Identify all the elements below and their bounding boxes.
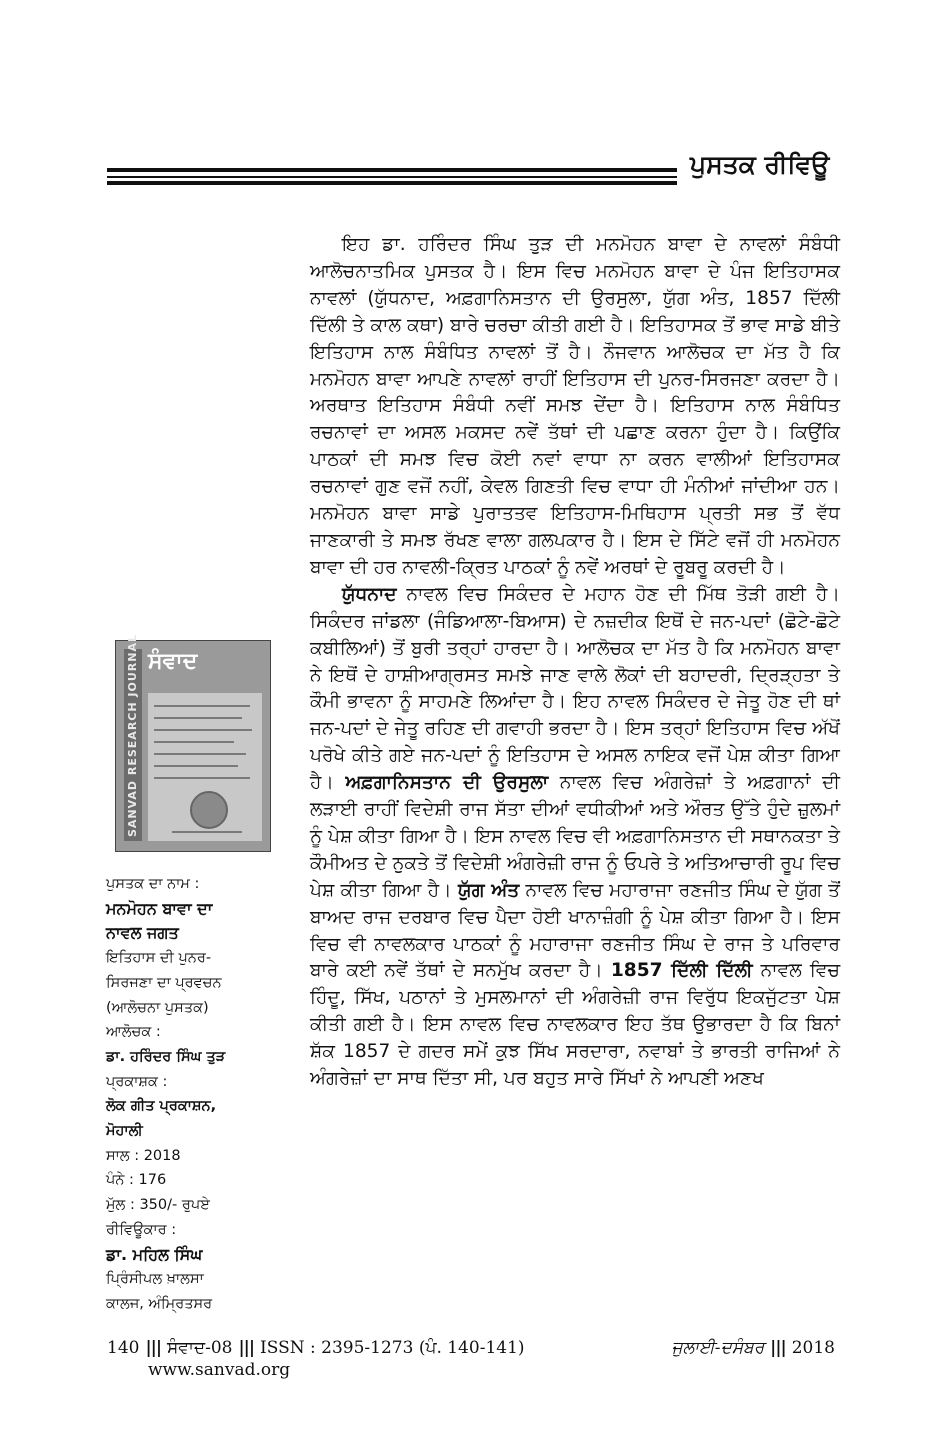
header-rule-middle bbox=[107, 176, 677, 178]
cover-line bbox=[154, 729, 252, 731]
publisher-name: ਮੋਹਾਲੀ bbox=[106, 1123, 143, 1140]
paragraph-intro: ਇਹ ਡਾ. ਹਰਿੰਦਰ ਸਿੰਘ ਤੁੜ ਦੀ ਮਨਮੋਹਨ ਬਾਵਾ ਦੇ ਨਾਵਲਾਂ ਸੰਬੰਧੀ ਆਲੋਚਨਾਤਮਿਕ ਪੁਸਤਕ ਹੈ। ਇਸ ਵਿਚ ਮਨਮੋਹਨ ਬਾਵਾ ਦੇ ਪੰਜ ਇਤਿਹਾਸਕ ਨਾਵਲਾਂ (ਯੁੱਧਨਾਦ, ਅਫ਼ਗਾਨਿਸਤਾਨ ਦੀ ਉਰਸੁਲਾ, ਯੁੱਗ ਅੰਤ, 1857 ਦਿੱਲੀ ਦਿੱਲੀ ਤੇ ਕਾਲ ਕਥਾ) ਬਾਰੇ ਚਰਚਾ ਕੀਤੀ ਗਈ ਹੈ। ਇਤਿਹਾਸਕ ਤੋਂ ਭਾਵ ਸਾਡੇ ਬੀਤੇ ਇਤਿਹਾਸ ਨਾਲ ਸੰਬੰਧਿਤ ਨਾਵਲਾਂ ਤੋਂ ਹੈ। ਨੌਜਵਾਨ ਆਲੋਚਕ ਦਾ ਮੱਤ ਹੈ ਕਿ ਮਨਮੋਹਨ ਬਾਵਾ ਆਪਣੇ ਨਾਵਲਾਂ ਰਾਹੀਂ ਇਤਿਹਾਸ ਦੀ ਪੁਨਰ-ਸਿਰਜਣਾ ਕਰਦਾ ਹੈ। ਅਰਥਾਤ ਇਤਿਹਾਸ ਸੰਬੰਧੀ ਨਵੀਂ ਸਮਝ ਦੇਂਦਾ ਹੈ। ਇਤਿਹਾਸ ਨਾਲ ਸੰਬੰਧਿਤ ਰਚਨਾਵਾਂ ਦਾ ਅਸਲ ਮਕਸਦ ਨਵੇਂ ਤੱਥਾਂ ਦੀ ਪਛਾਣ ਕਰਨਾ ਹੁੰਦਾ ਹੈ। ਕਿਉਂਕਿ ਪਾਠਕਾਂ ਦੀ ਸਮਝ ਵਿਚ ਕੋਈ ਨਵਾਂ ਵਾਧਾ ਨਾ ਕਰਨ ਵਾਲੀਆਂ ਇਤਿਹਾਸਕ ਰਚਨਾਵਾਂ ਗੁਣ ਵਜੋਂ ਨਹੀਂ, ਕੇਵਲ ਗਿਣਤੀ ਵਿਚ ਵਾਧਾ ਹੀ ਮੰਨੀਆਂ ਜਾਂਦੀਆ ਹਨ। ਮਨਮੋਹਨ ਬਾਵਾ ਸਾਡੇ ਪੁਰਾਤਤਵ ਇਤਿਹਾਸ-ਮਿਥਿਹਾਸ ਪ੍ਰਤੀ ਸਭ ਤੋਂ ਵੱਧ ਜਾਣਕਾਰੀ ਤੇ ਸਮਝ ਰੱਖਣ ਵਾਲਾ ਗਲਪਕਾਰ ਹੈ। ਇਸ ਦੇ ਸਿੱਟੇ ਵਜੋਂ ਹੀ ਮਨਮੋਹਨ ਬਾਵਾ ਦੀ ਹਰ ਨਾਵਲੀ-ਕ੍ਰਿਤ ਪਾਠਕਾਂ ਨੂੰ ਨਵੇਂ ਅਰਥਾਂ ਦੇ ਰੂਬਰੂ ਕਰਦੀ ਹੈ। bbox=[310, 234, 840, 578]
page-number: 140 bbox=[107, 1338, 140, 1358]
cover-line bbox=[154, 741, 234, 743]
issn: ISSN : 2395-1273 (ਪੰ. 140-141) bbox=[260, 1338, 525, 1358]
separator-icon: ||| bbox=[238, 1338, 255, 1358]
paragraph-text: ਨਾਵਲ ਵਿਚ ਅੰਗਰੇਜ਼ਾਂ ਤੇ ਅਫ਼ਗਾਨਾਂ ਦੀ ਲੜਾਈ ਰਾਹੀਂ ਵਿਦੇਸ਼ੀ ਰਾਜ ਸੱਤਾ ਦੀਆਂ ਵਧੀਕੀਆਂ ਅਤੇ ਔਰਤ ਉੱਤੇ ਹੁੰਦੇ ਜ਼ੁਲਮਾਂ ਨੂੰ ਪੇਸ਼ ਕੀਤਾ ਗਿਆ ਹੈ। ਇਸ ਨਾਵਲ ਵਿਚ ਵੀ ਅਫ਼ਗਾਨਿਸਤਾਨ ਦੀ ਸਥਾਨਕਤਾ ਤੇ ਕੌਮੀਅਤ ਦੇ ਨੁਕਤੇ ਤੋਂ ਵਿਦੇਸ਼ੀ ਅੰਗਰੇਜ਼ੀ ਰਾਜ ਨੂੰ ਓਪਰੇ ਤੇ ਅਤਿਆਚਾਰੀ ਰੂਪ ਵਿਚ ਪੇਸ਼ ਕੀਤਾ ਗਿਆ ਹੈ। bbox=[310, 772, 841, 901]
publisher-name: ਲੋਕ ਗੀਤ ਪ੍ਰਕਾਸ਼ਨ, bbox=[106, 1098, 217, 1115]
cover-title: ਸੰਵਾਦ bbox=[148, 649, 198, 674]
novel-title-1857: 1857 ਦਿੱਲੀ ਦਿੱਲੀ bbox=[610, 960, 753, 982]
cover-emblem-icon bbox=[190, 791, 228, 829]
issue-period: ਜੁਲਾਈ-ਦਸੰਬਰ bbox=[671, 1338, 765, 1358]
separator-icon: ||| bbox=[145, 1338, 162, 1358]
footer-left bbox=[107, 1338, 525, 1358]
cover-line bbox=[154, 777, 250, 779]
section-title: ਪੁਸਤਕ ਰੀਵਿਊ bbox=[690, 150, 830, 179]
issue-year: 2018 bbox=[791, 1338, 835, 1358]
book-name: ਮਨਮੋਹਨ ਬਾਵਾ ਦਾ bbox=[106, 898, 213, 918]
reviewer-affiliation: ਪ੍ਰਿੰਸੀਪਲ ਖ਼ਾਲਸਾ bbox=[106, 1271, 204, 1288]
paragraph-text: ਨਾਵਲ ਵਿਚ ਹਿੰਦੂ, ਸਿੱਖ, ਪਠਾਨਾਂ ਤੇ ਮੁਸਲਮਾਨਾਂ ਦੀ ਅੰਗਰੇਜ਼ੀ ਰਾਜ ਵਿਰੁੱਧ ਇਕਜੁੱਟਤਾ ਪੇਸ਼ ਕੀਤੀ ਗਈ ਹੈ। ਇਸ ਨਾਵਲ ਵਿਚ ਨਾਵਲਕਾਰ ਇਹ ਤੱਥ ਉਭਾਰਦਾ ਹੈ ਕਿ ਬਿਨਾਂ ਸ਼ੱਕ 1857 ਦੇ ਗਦਰ ਸਮੇਂ ਕੁਝ ਸਿੱਖ ਸਰਦਾਰਾ, ਨਵਾਬਾਂ ਤੇ ਭਾਰਤੀ ਰਾਜਿਆਂ ਨੇ ਅੰਗਰੇਜ਼ਾਂ ਦਾ ਸਾਥ ਦਿੱਤਾ ਸੀ, ਪਰ ਬਹੁਤ ਸਾਰੇ ਸਿੱਖਾਂ ਨੇ ਆਪਣੀ ਅਣਖ bbox=[310, 960, 840, 1090]
critic-label: ਆਲੋਚਕ : bbox=[106, 1024, 161, 1041]
cover-line bbox=[154, 717, 242, 719]
year: ਸਾਲ : 2018 bbox=[106, 1147, 181, 1164]
paragraph-text: ਨਾਵਲ ਵਿਚ ਸਿਕੰਦਰ ਦੇ ਮਹਾਨ ਹੋਣ ਦੀ ਮਿੱਥ ਤੋੜੀ ਗਈ ਹੈ। ਸਿਕੰਦਰ ਜਾਂਡਲਾ (ਜੰਡਿਆਲਾ-ਬਿਆਸ) ਦੇ ਨਜ਼ਦੀਕ ਇਥੋਂ ਦੇ ਜਨ-ਪਦਾਂ (ਛੋਟੇ-ਛੋਟੇ ਕਬੀਲਿਆਂ) ਤੋਂ ਬੁਰੀ ਤਰ੍ਹਾਂ ਹਾਰਦਾ ਹੈ। ਆਲੋਚਕ ਦਾ ਮੱਤ ਹੈ ਕਿ ਮਨਮੋਹਨ ਬਾਵਾ ਨੇ ਇਥੋਂ ਦੇ ਹਾਸ਼ੀਆਗ੍ਰਸਤ ਸਮਝੇ ਜਾਣ ਵਾਲੇ ਲੋਕਾਂ ਦੀ ਬਹਾਦਰੀ, ਦ੍ਰਿੜ੍ਹਤਾ ਤੇ ਕੌਮੀ ਭਾਵਨਾ ਨੂੰ ਸਾਹਮਣੇ ਲਿਆਂਦਾ ਹੈ। ਇਹ ਨਾਵਲ ਸਿਕੰਦਰ ਦੇ ਜੇਤੂ ਹੋਣ ਦੀ ਥਾਂ ਜਨ-ਪਦਾਂ ਦੇ ਜੇਤੂ ਰਹਿਣ ਦੀ ਗਵਾਹੀ ਭਰਦਾ ਹੈ। ਇਸ ਤਰ੍ਹਾਂ ਇਤਿਹਾਸ ਵਿਚ ਅੱਖੋਂ ਪਰੋਖੇ ਕੀਤੇ ਗਏ ਜਨ-ਪਦਾਂ ਨੂੰ ਇਤਿਹਾਸ ਦੇ ਅਸਲ ਨਾਇਕ ਵਜੋਂ ਪੇਸ਼ ਕੀਤਾ ਗਿਆ ਹੈ। bbox=[310, 583, 840, 794]
footer-right bbox=[671, 1338, 835, 1358]
book-cover-image bbox=[115, 634, 271, 852]
novel-title-yudhnad: ਯੁੱਧਨਾਦ bbox=[342, 583, 397, 605]
header-rule-bottom bbox=[107, 181, 677, 185]
book-label: ਪੁਸਤਕ ਦਾ ਨਾਮ : bbox=[106, 876, 200, 892]
reviewer-label: ਰੀਵਿਊਕਾਰ : bbox=[106, 1221, 177, 1238]
separator-icon: ||| bbox=[770, 1338, 786, 1358]
price: ਮੁੱਲ : 350/- ਰੁਪਏ bbox=[106, 1197, 210, 1214]
paragraph-novels bbox=[310, 582, 840, 1093]
journal-name: ਸੰਵਾਦ-08 bbox=[167, 1338, 233, 1358]
novel-title-yug-ant: ਯੁੱਗ ਅੰਤ bbox=[457, 879, 520, 901]
cover-line bbox=[154, 765, 238, 767]
reviewer-affiliation: ਕਾਲਜ, ਅੰਮ੍ਰਿਤਸਰ bbox=[106, 1295, 213, 1312]
book-details bbox=[106, 872, 276, 1317]
cover-line bbox=[154, 753, 246, 755]
book-name: ਨਾਵਲ ਜਗਤ bbox=[106, 923, 179, 943]
book-subtitle: (ਆਲੋਚਨਾ ਪੁਸਤਕ) bbox=[106, 999, 209, 1016]
cover-line bbox=[172, 831, 242, 833]
book-subtitle: ਸਿਰਜਣਾ ਦਾ ਪ੍ਰਵਚਨ bbox=[106, 974, 222, 991]
pages: ਪੰਨੇ : 176 bbox=[106, 1172, 167, 1189]
cover-line bbox=[154, 705, 250, 707]
header-rule-top bbox=[107, 168, 677, 172]
cover-spine-text: SANVAD RESEARCH JOURNAL bbox=[126, 634, 139, 837]
critic-name: ਡਾ. ਹਰਿੰਦਰ ਸਿੰਘ ਤੁੜ bbox=[106, 1048, 226, 1065]
publisher-label: ਪ੍ਰਕਾਸ਼ਕ : bbox=[106, 1073, 168, 1090]
paragraph-text: ਨਾਵਲ ਵਿਚ ਮਹਾਰਾਜਾ ਰਣਜੀਤ ਸਿੰਘ ਦੇ ਯੁੱਗ ਤੋਂ ਬਾਅਦ ਰਾਜ ਦਰਬਾਰ ਵਿਚ ਪੈਦਾ ਹੋਈ ਖਾਨਾਜ਼ੰਗੀ ਨੂੰ ਪੇਸ਼ ਕੀਤਾ ਗਿਆ ਹੈ। ਇਸ ਵਿਚ ਵੀ ਨਾਵਲਕਾਰ ਪਾਠਕਾਂ ਨੂੰ ਮਹਾਰਾਜਾ ਰਣਜੀਤ ਸਿੰਘ ਦੇ ਰਾਜ ਤੇ ਪਰਿਵਾਰ ਬਾਰੇ ਕਈ ਨਵੇਂ ਤੱਥਾਂ ਦੇ ਸਨਮੁੱਖ ਕਰਦਾ ਹੈ। bbox=[310, 879, 841, 982]
book-subtitle: ਇਤਿਹਾਸ ਦੀ ਪੁਨਰ- bbox=[106, 950, 212, 967]
novel-title-ursula: ਅਫ਼ਗਾਨਿਸਤਾਨ ਦੀ ਉਰਸੁਲਾ bbox=[345, 772, 549, 794]
review-body bbox=[310, 232, 840, 1093]
reviewer-name: ਡਾ. ਮਹਿਲ ਸਿੰਘ bbox=[106, 1244, 203, 1264]
website-link[interactable]: www.sanvad.org bbox=[148, 1360, 291, 1380]
